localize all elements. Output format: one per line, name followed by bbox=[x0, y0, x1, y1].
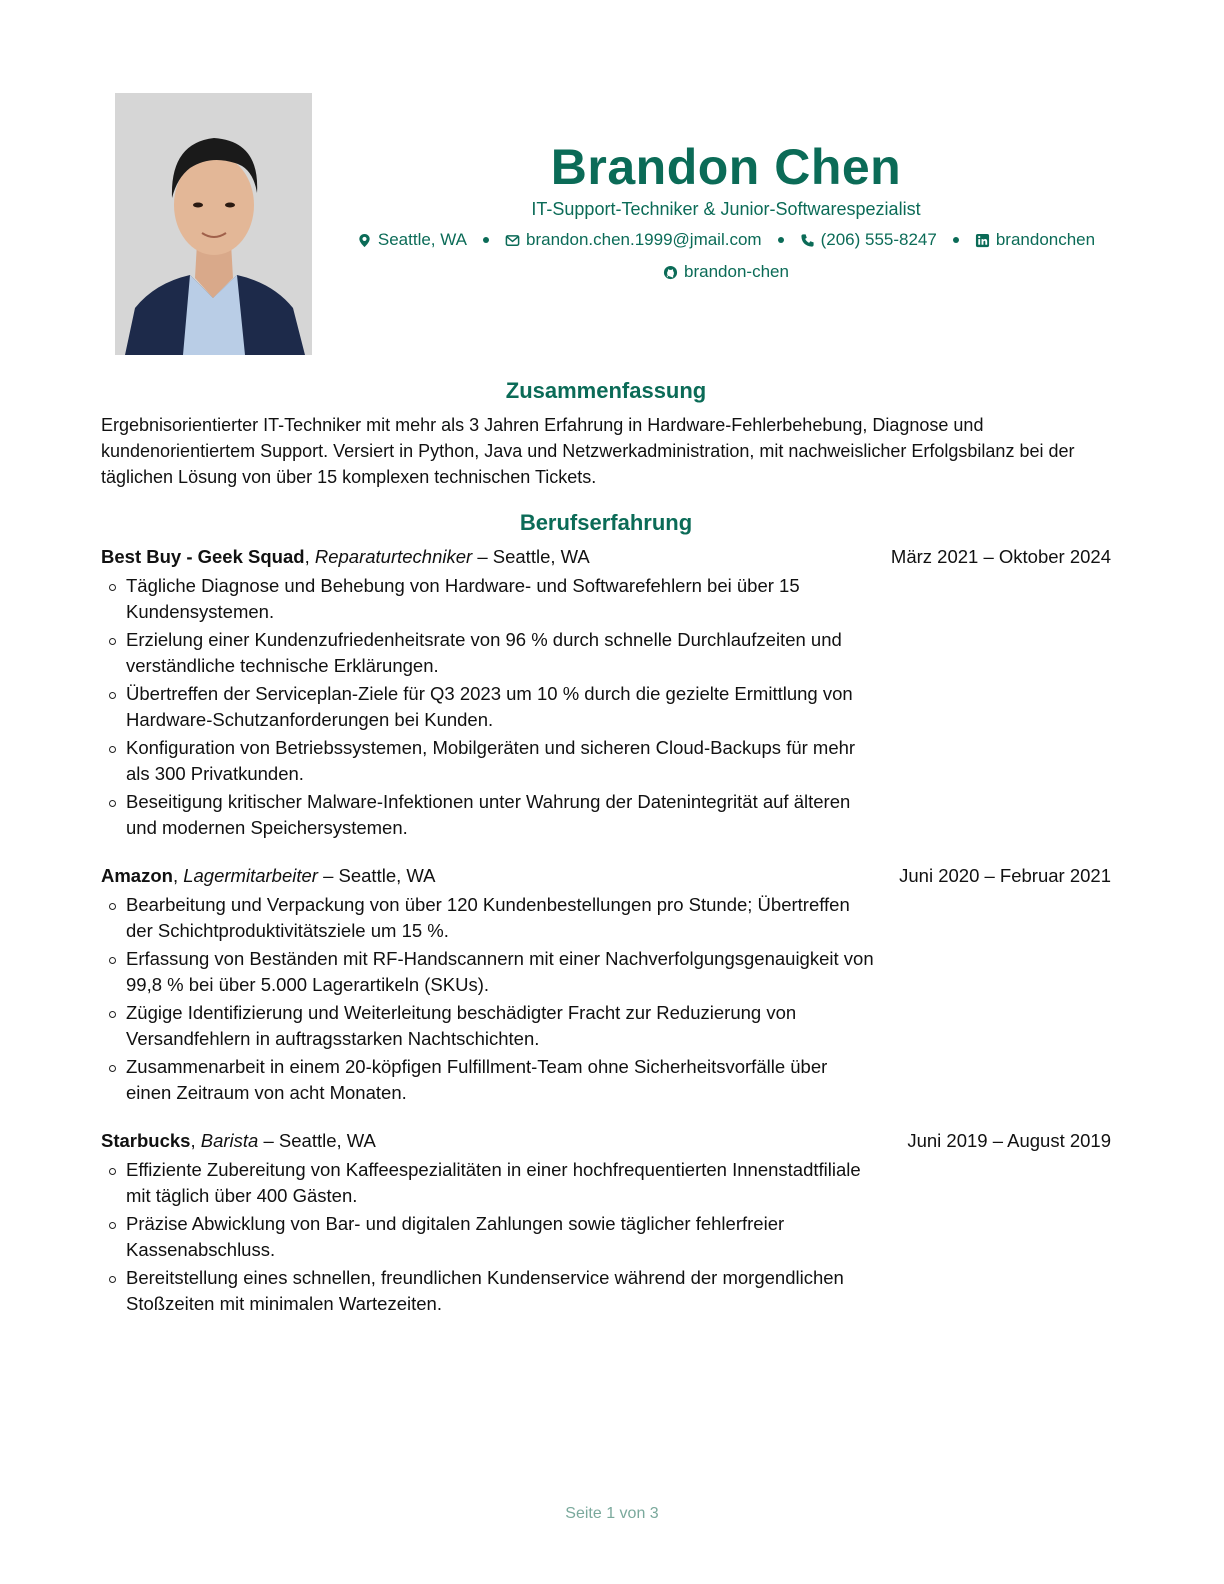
separator-dot bbox=[483, 237, 489, 243]
list-item: Konfiguration von Betriebssystemen, Mobilgeräten und sicheren Cloud-Backups für mehr als 300 Privatkunden. bbox=[101, 735, 876, 787]
linkedin-text[interactable]: brandonchen bbox=[995, 230, 1096, 249]
github-icon bbox=[663, 265, 678, 280]
list-item: Effiziente Zubereitung von Kaffeespezialitäten in einer hochfrequentierten Innenstadtfiliale mit täglich über 400 Gästen. bbox=[101, 1157, 876, 1209]
location-text: Seattle, WA bbox=[377, 230, 468, 249]
contact-location bbox=[357, 230, 467, 250]
github-text[interactable]: brandon-chen bbox=[684, 262, 789, 281]
job-company: Best Buy - Geek Squad bbox=[101, 546, 305, 567]
phone-text[interactable]: (206) 555-8247 bbox=[820, 230, 937, 249]
job-date: Juni 2020 – Februar 2021 bbox=[899, 865, 1111, 886]
job-date: März 2021 – Oktober 2024 bbox=[890, 546, 1111, 567]
contact-github[interactable] bbox=[663, 262, 789, 282]
job-role: Barista bbox=[200, 1130, 259, 1151]
job-role: Lagermitarbeiter bbox=[183, 865, 318, 886]
job-location: – Seattle, WA bbox=[263, 1130, 376, 1151]
experience-heading: Berufserfahrung bbox=[519, 510, 693, 535]
job-header bbox=[101, 544, 1111, 570]
list-item: Tägliche Diagnose und Behebung von Hardware- und Softwarefehlern bei über 15 Kundensystemen. bbox=[101, 573, 876, 625]
job-header bbox=[101, 863, 1111, 889]
profile-photo bbox=[115, 93, 312, 355]
separator-dot bbox=[778, 237, 784, 243]
map-pin-icon bbox=[357, 233, 372, 248]
contact-phone[interactable] bbox=[800, 230, 937, 250]
list-item: Übertreffen der Serviceplan-Ziele für Q3 2023 um 10 % durch die gezielte Ermittlung von Hardware-Schutzanforderungen bei Kunden. bbox=[101, 681, 876, 733]
email-text[interactable]: brandon.chen.1999@jmail.com bbox=[526, 230, 762, 249]
job-bullets bbox=[101, 1157, 876, 1317]
list-item: Bearbeitung und Verpackung von über 120 Kundenbestellungen pro Stunde; Übertreffen der Schichtproduktivitätsziele um 15 %. bbox=[101, 892, 876, 944]
list-item: Zügige Identifizierung und Weiterleitung beschädigter Fracht zur Reduzierung von Versandfehlern in auftragsstarken Nachtschichten. bbox=[101, 1000, 876, 1052]
job-heading: Starbucks, Barista – Seattle, WA bbox=[101, 1130, 376, 1151]
job-entry bbox=[101, 1128, 1111, 1317]
summary-heading: Zusammenfassung bbox=[505, 378, 707, 403]
job-bullets bbox=[101, 892, 876, 1106]
list-item: Erzielung einer Kundenzufriedenheitsrate von 96 % durch schnelle Durchlaufzeiten und verständliche technische Erklärungen. bbox=[101, 627, 876, 679]
list-item: Beseitigung kritischer Malware-Infektionen unter Wahrung der Datenintegrität auf älteren und modernen Speichersystemen. bbox=[101, 789, 876, 841]
summary-text: Ergebnisorientierter IT-Techniker mit mehr als 3 Jahren Erfahrung in Hardware-Fehlerbehebung, Diagnose und kundenorientiertem Support. Versiert in Python, Java und Netzwerkadministration, mit nachweislicher Erfolgsbilanz bei der täglichen Lösung von über 15 komplexen technischen Tickets. bbox=[101, 415, 1075, 487]
contact-linkedin[interactable] bbox=[975, 230, 1095, 250]
list-item: Erfassung von Beständen mit RF-Handscannern mit einer Nachverfolgungsgenauigkeit von 99,8 % bei über 5.000 Lagerartikeln (SKUs). bbox=[101, 946, 876, 998]
envelope-icon bbox=[505, 233, 520, 248]
job-company: Starbucks bbox=[101, 1130, 191, 1151]
linkedin-icon bbox=[975, 233, 990, 248]
contact-row bbox=[330, 230, 1122, 250]
contact-email[interactable] bbox=[505, 230, 762, 250]
experience-section bbox=[101, 544, 1111, 1339]
list-item: Bereitstellung eines schnellen, freundlichen Kundenservice während der morgendlichen Stoßzeiten mit minimalen Wartezeiten. bbox=[101, 1265, 876, 1317]
job-bullets bbox=[101, 573, 876, 841]
job-entry bbox=[101, 863, 1111, 1106]
resume-header bbox=[330, 140, 1122, 282]
list-item: Zusammenarbeit in einem 20-köpfigen Fulfillment-Team ohne Sicherheitsvorfälle über einen Zeitraum von acht Monaten. bbox=[101, 1054, 876, 1106]
job-heading: Amazon, Lagermitarbeiter – Seattle, WA bbox=[101, 865, 436, 886]
candidate-title: IT-Support-Techniker & Junior-Softwarespezialist bbox=[531, 199, 921, 219]
page-number: Seite 1 von 3 bbox=[565, 1505, 659, 1522]
job-company: Amazon bbox=[101, 865, 173, 886]
job-date: Juni 2019 – August 2019 bbox=[907, 1130, 1111, 1151]
job-entry bbox=[101, 544, 1111, 841]
job-role: Reparaturtechniker bbox=[314, 546, 473, 567]
contact-row-2 bbox=[330, 262, 1122, 282]
phone-icon bbox=[800, 233, 815, 248]
job-location: – Seattle, WA bbox=[323, 865, 436, 886]
candidate-name: Brandon Chen bbox=[550, 139, 902, 195]
job-location: – Seattle, WA bbox=[477, 546, 590, 567]
job-header bbox=[101, 1128, 1111, 1154]
job-heading: Best Buy - Geek Squad, Reparaturtechniker – Seattle, WA bbox=[101, 546, 590, 567]
list-item: Präzise Abwicklung von Bar- und digitalen Zahlungen sowie täglicher fehlerfreier Kassenabschluss. bbox=[101, 1211, 876, 1263]
separator-dot bbox=[953, 237, 959, 243]
